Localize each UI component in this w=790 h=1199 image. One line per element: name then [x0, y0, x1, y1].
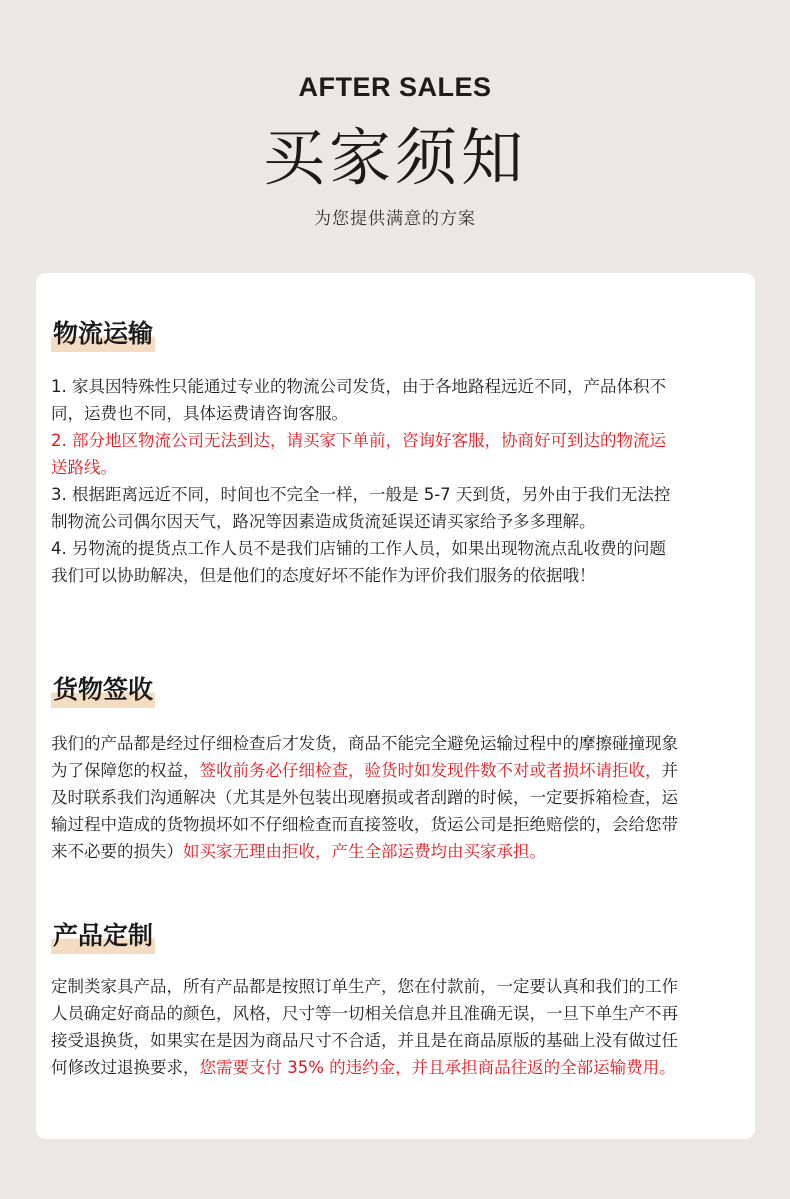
section-title-customization: 产品定制 — [51, 920, 155, 954]
logistics-item-2: 2. 部分地区物流公司无法到达，请买家下单前，咨询好客服，协商好可到达的物流运送路线。 — [51, 431, 666, 477]
english-title: AFTER SALES — [298, 72, 492, 102]
customization-warning: 您需要支付 35% 的违约金，并且承担商品往返的全部运输费用。 — [199, 1058, 676, 1077]
logistics-item-1: 1. 家具因特殊性只能通过专业的物流公司发货，由于各地路程远近不同，产品体积不同，运费也不同，具体运费请咨询客服。 — [51, 377, 666, 423]
section-body-logistics — [51, 373, 681, 589]
page-subtitle: 为您提供满意的方案 — [314, 209, 476, 229]
receipt-warning-2: 如买家无理由拒收，产生全部运费均由买家承担。 — [183, 842, 546, 861]
customization-paragraph — [51, 973, 681, 1081]
section-title-logistics: 物流运输 — [51, 318, 155, 352]
receipt-text-2: 并及时联系我们沟通解决（尤其是外包装出现磨损或者刮蹭的时候，一定要拆箱检查，运输过程中造成的货物损坏如不仔细检查而直接签收，货运公司是拒绝赔偿的，会给您带来不必要的损失） — [51, 761, 678, 861]
customization-text: 定制类家具产品，所有产品都是按照订单生产，您在付款前，一定要认真和我们的工作人员确定好商品的颜色，风格，尺寸等一切相关信息并且准确无误，一旦下单生产不再接受退换货，如果实在是因为商品尺寸不合适，并且是在商品原版的基础上没有做过任何修改过退换要求， — [51, 977, 678, 1077]
receipt-paragraph — [51, 730, 681, 865]
receipt-text-1: 我们的产品都是经过仔细检查后才发货，商品不能完全避免运输过程中的摩擦碰撞现象为了保障您的权益， — [51, 734, 678, 780]
logistics-item-4: 4. 另物流的提货点工作人员不是我们店铺的工作人员，如果出现物流点乱收费的问题我们可以协助解决，但是他们的态度好坏不能作为评价我们服务的依据哦！ — [51, 539, 666, 585]
section-body-customization — [51, 973, 681, 1081]
receipt-warning-1: 签收前务必仔细检查，验货时如发现件数不对或者损坏请拒收， — [199, 761, 662, 780]
page-title: 买家须知 — [262, 121, 527, 194]
section-title-receipt: 货物签收 — [51, 674, 155, 708]
section-body-receipt — [51, 730, 681, 865]
logistics-item-3: 3. 根据距离远近不同，时间也不完全一样，一般是 5-7 天到货，另外由于我们无法控制物流公司偶尔因天气，路况等因素造成货流延误还请买家给予多多理解。 — [51, 485, 671, 531]
